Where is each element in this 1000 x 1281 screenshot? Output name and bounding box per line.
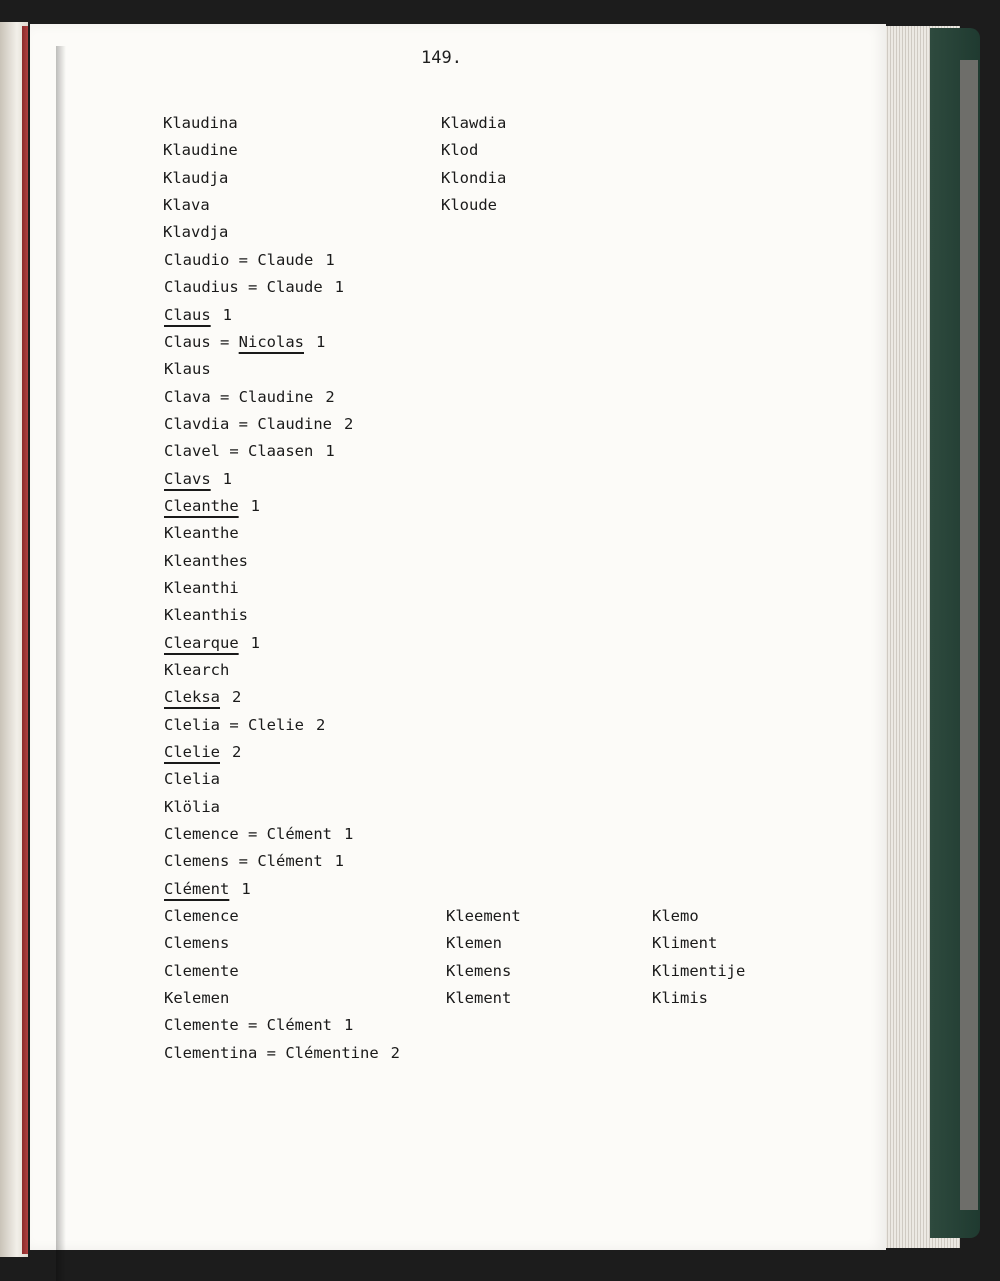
entry-row [164, 520, 400, 547]
entry-target: Claude [266, 278, 323, 297]
equals-sign [211, 388, 239, 406]
entry-name: Clavdia [164, 414, 230, 433]
entry-row [164, 630, 400, 657]
entry-row [164, 821, 400, 848]
entry-target: Claudine [238, 387, 314, 406]
entry-name: Clavel [164, 442, 220, 461]
entry-row [164, 1040, 400, 1067]
entry-number: 1 [241, 879, 251, 898]
entry-name: Claudio [164, 251, 230, 269]
list-item: Klemen [446, 934, 502, 953]
top-left-column [163, 110, 238, 247]
entry-target: Clelie [248, 715, 304, 734]
entry-row [164, 411, 400, 438]
entry-name: Kleanthi [164, 578, 239, 597]
entry-number: 1 [334, 278, 344, 297]
entry-row [164, 466, 400, 493]
entry-number: 1 [343, 824, 354, 843]
entry-name: Claudius [164, 278, 239, 297]
list-item: Klemens [446, 961, 512, 980]
equals-sign [239, 1016, 267, 1034]
equals-sign [220, 716, 248, 734]
bottom-middle-column [446, 903, 521, 1012]
entry-number: 1 [222, 469, 233, 488]
top-right-column [441, 110, 506, 219]
entry-number: 1 [325, 442, 335, 461]
entry-row [164, 766, 400, 793]
entries-list [164, 247, 400, 1067]
entry-row [164, 684, 400, 711]
entry-name: Clemente [164, 961, 239, 980]
entry-name: Clavs [164, 469, 211, 488]
equals-sign [229, 852, 257, 870]
entry-row [164, 794, 400, 821]
equals-sign [220, 442, 248, 460]
entry-row [164, 657, 400, 684]
list-item: Klod [441, 141, 479, 160]
entry-row [164, 602, 400, 629]
entry-name: Claus [164, 305, 211, 324]
entry-row [164, 739, 400, 766]
entry-name: Kleanthes [164, 551, 248, 570]
entry-row [164, 274, 400, 301]
entry-number: 2 [390, 1043, 400, 1062]
entry-row [164, 356, 400, 383]
entry-name: Clearque [164, 633, 239, 652]
entry-target: Nicolas [238, 332, 304, 351]
equals-sign [211, 333, 239, 351]
entry-name: Cleksa [164, 688, 220, 707]
entry-name: Clemente [164, 1016, 239, 1035]
entry-number: 1 [325, 251, 335, 269]
equals-sign [229, 415, 257, 433]
entry-name: Kleanthe [164, 524, 239, 543]
entry-row [164, 302, 400, 329]
book-page [30, 24, 886, 1250]
list-item: Klavdja [163, 223, 229, 242]
entry-name: Clelia [164, 770, 220, 789]
entry-number: 1 [343, 1016, 354, 1035]
entry-row [164, 930, 400, 957]
entry-name: Clemens [164, 852, 230, 871]
bottom-right-column [652, 903, 745, 1012]
entry-name: Kleanthis [164, 606, 248, 625]
list-item: Klimis [652, 988, 708, 1007]
entry-name: Clément [164, 879, 230, 898]
entry-number: 2 [325, 387, 335, 406]
list-item: Klaudine [163, 141, 238, 160]
list-item: Klemo [652, 907, 699, 925]
entry-name: Clemence [164, 824, 239, 843]
list-item: Klondia [441, 168, 507, 187]
equals-sign [239, 278, 267, 296]
entry-row [164, 985, 400, 1012]
entry-target: Claudine [257, 414, 332, 433]
entry-target: Clément [266, 1016, 332, 1035]
list-item: Kloude [441, 195, 497, 214]
entry-number: 1 [250, 633, 260, 652]
entry-name: Claus [164, 332, 211, 351]
entry-number: 1 [250, 496, 260, 515]
entry-target: Claude [257, 251, 314, 269]
entry-row [164, 712, 400, 739]
book-cover-edge [960, 60, 978, 1210]
entry-name: Clemens [164, 934, 230, 953]
entry-name: Clementina [164, 1043, 258, 1062]
entry-row [164, 438, 400, 465]
entry-number: 1 [334, 852, 344, 871]
entry-number: 1 [222, 305, 233, 324]
list-item: Klawdia [441, 114, 507, 132]
entry-row [164, 1012, 400, 1039]
entry-number: 2 [343, 414, 354, 433]
entry-target: Clément [266, 824, 332, 843]
entry-name: Clelia [164, 715, 220, 734]
list-item: Klement [446, 988, 512, 1007]
list-item: Klimentije [652, 961, 746, 980]
entry-name: Klaus [164, 360, 211, 379]
entry-target: Clémentine [285, 1043, 379, 1062]
entry-row [164, 247, 400, 274]
entry-name: Clemence [164, 906, 239, 925]
entry-number: 2 [232, 688, 242, 707]
entry-name: Kelemen [164, 988, 230, 1007]
entry-target: Claasen [248, 442, 314, 461]
list-item: Klaudja [163, 168, 229, 187]
equals-sign [257, 1044, 285, 1062]
list-item: Klava [163, 195, 210, 214]
entry-row [164, 958, 400, 985]
entry-row [164, 575, 400, 602]
spine-shadow [56, 46, 66, 1281]
entry-number: 2 [316, 715, 326, 734]
left-page-red-edge [22, 26, 28, 1254]
entry-row [164, 493, 400, 520]
list-item: Kliment [652, 934, 718, 953]
entry-row [164, 848, 400, 875]
entry-row [164, 903, 400, 930]
entry-target: Clément [257, 852, 323, 871]
entry-name: Clelie [164, 742, 220, 761]
equals-sign [229, 251, 257, 269]
entry-row [164, 384, 400, 411]
entry-row [164, 329, 400, 356]
entry-number: 1 [316, 332, 326, 351]
list-item: Kleement [446, 907, 521, 925]
entry-row [164, 876, 400, 903]
page-number: 149. [421, 48, 462, 68]
entry-number: 2 [232, 742, 242, 761]
equals-sign [239, 825, 267, 843]
entry-row [164, 548, 400, 575]
entry-name: Klearch [164, 660, 230, 679]
list-item: Klaudina [163, 114, 238, 132]
entry-name: Cleanthe [164, 496, 239, 515]
entry-name: Klölia [164, 797, 220, 816]
entry-name: Clava [164, 387, 211, 406]
